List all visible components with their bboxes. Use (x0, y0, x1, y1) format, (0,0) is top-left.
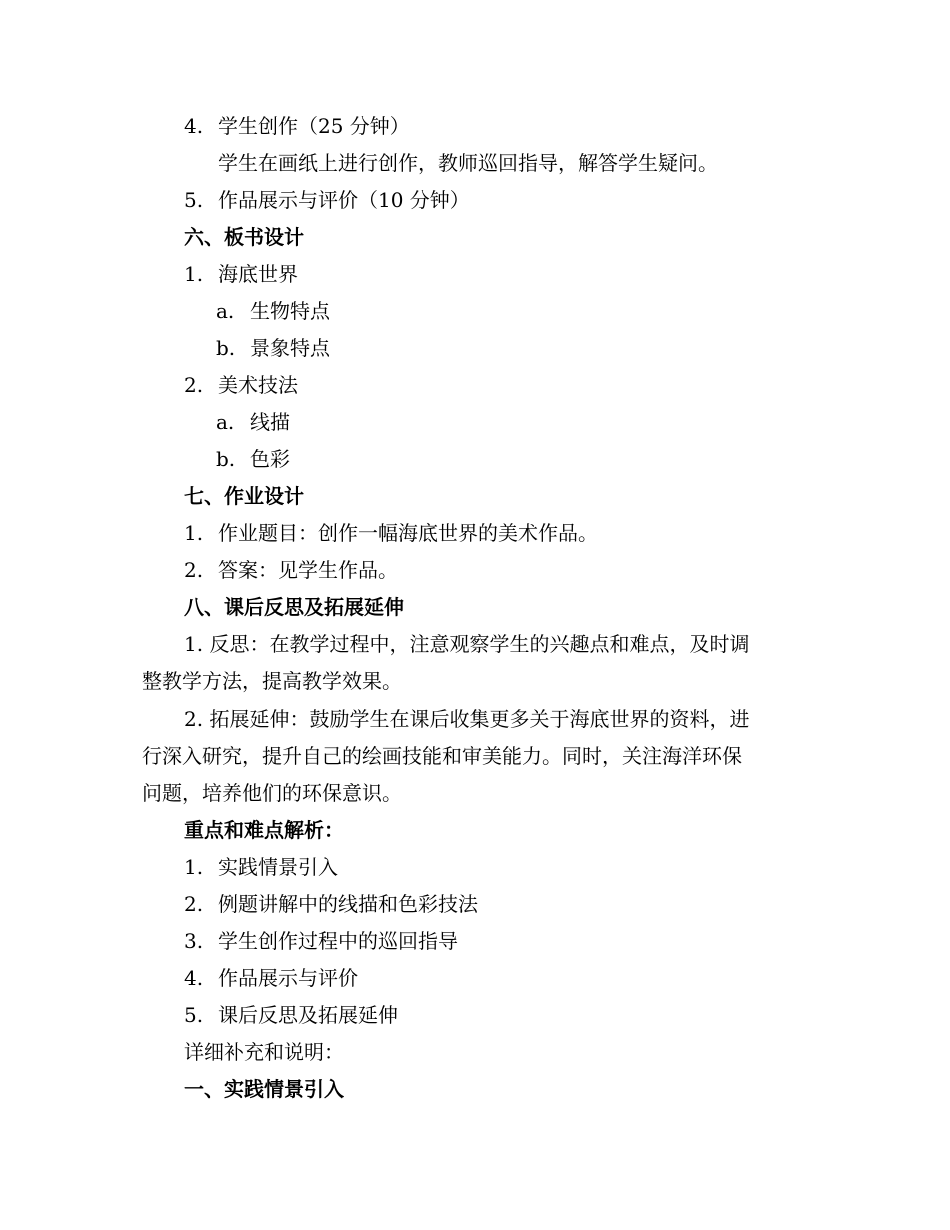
list-item-5-showcase (184, 188, 470, 212)
list-number: 4. (184, 966, 204, 990)
list-number: 1. (184, 521, 204, 545)
paragraph-text: 学生在画纸上进行创作，教师巡回指导，解答学生疑问。 (218, 151, 718, 175)
list-number: 4. (184, 114, 204, 138)
list-item-4-showcase (184, 966, 358, 990)
paragraph-text: 2. 拓展延伸：鼓励学生在课后收集更多关于海底世界的资料，进 (184, 707, 750, 731)
paragraph-text: 1. 反思：在教学过程中，注意观察学生的兴趣点和难点，及时调 (184, 632, 750, 656)
list-text: 课后反思及拓展延伸 (218, 1003, 398, 1027)
list-item-4-student-creation (184, 114, 410, 138)
list-text: 作业题目：创作一幅海底世界的美术作品。 (218, 521, 598, 545)
list-text: 美术技法 (218, 373, 298, 397)
list-item-2-answer (184, 558, 398, 582)
list-number: 1. (184, 855, 204, 879)
list-text: 海底世界 (218, 262, 298, 286)
list-item-3-guidance (184, 929, 458, 953)
list-number: 2. (184, 373, 204, 397)
list-item-2-art-techniques (184, 373, 298, 397)
heading-text: 八、课后反思及拓展延伸 (184, 595, 404, 619)
list-number: 5. (184, 1003, 204, 1027)
paragraph-extension-line-1 (184, 707, 749, 731)
section-heading-scenario-intro (184, 1077, 344, 1101)
list-item-1-homework-topic (184, 521, 598, 545)
sub-letter: b. (216, 336, 236, 360)
paragraph-reflection-line-1 (184, 632, 749, 656)
paragraph-extension-line-3 (142, 781, 402, 805)
heading-text: 重点和难点解析： (184, 818, 344, 842)
list-text: 作品展示与评价（10 分钟） (218, 188, 470, 212)
paragraph-text: 问题，培养他们的环保意识。 (142, 781, 402, 805)
list-text: 学生创作（25 分钟） (218, 114, 410, 138)
paragraph-extension-line-2 (142, 744, 742, 768)
paragraph-text: 行深入研究，提升自己的绘画技能和审美能力。同时，关注海洋环保 (142, 744, 742, 768)
list-number: 5. (184, 188, 204, 212)
list-number: 1. (184, 262, 204, 286)
list-text: 作品展示与评价 (218, 966, 358, 990)
paragraph-reflection-line-2 (142, 669, 402, 693)
paragraph-text: 整教学方法，提高教学效果。 (142, 669, 402, 693)
paragraph-creation-detail (218, 151, 718, 175)
section-heading-homework-design (184, 484, 304, 508)
sub-item-a-creature-features (216, 299, 330, 323)
list-number: 2. (184, 558, 204, 582)
list-number: 3. (184, 929, 204, 953)
list-text: 答案：见学生作品。 (218, 558, 398, 582)
section-heading-board-design (184, 225, 304, 249)
list-item-1-seabed-world (184, 262, 298, 286)
list-item-5-reflection (184, 1003, 398, 1027)
list-text: 实践情景引入 (218, 855, 338, 879)
paragraph-text: 详细补充和说明： (184, 1040, 344, 1064)
section-heading-key-points (184, 818, 344, 842)
sub-item-b-color (216, 447, 290, 471)
sub-text: 色彩 (250, 447, 290, 471)
list-number: 2. (184, 892, 204, 916)
list-item-1-scenario-intro (184, 855, 338, 879)
sub-text: 线描 (250, 410, 290, 434)
sub-text: 生物特点 (250, 299, 330, 323)
section-heading-reflection (184, 595, 404, 619)
heading-text: 七、作业设计 (184, 484, 304, 508)
heading-text: 六、板书设计 (184, 225, 304, 249)
sub-letter: b. (216, 447, 236, 471)
sub-letter: a. (216, 299, 235, 323)
list-item-2-example-techniques (184, 892, 478, 916)
list-text: 例题讲解中的线描和色彩技法 (218, 892, 478, 916)
sub-item-a-line-drawing (216, 410, 290, 434)
sub-text: 景象特点 (250, 336, 330, 360)
paragraph-supplement-label (184, 1040, 344, 1064)
sub-item-b-scene-features (216, 336, 330, 360)
list-text: 学生创作过程中的巡回指导 (218, 929, 458, 953)
sub-letter: a. (216, 410, 235, 434)
heading-text: 一、实践情景引入 (184, 1077, 344, 1101)
